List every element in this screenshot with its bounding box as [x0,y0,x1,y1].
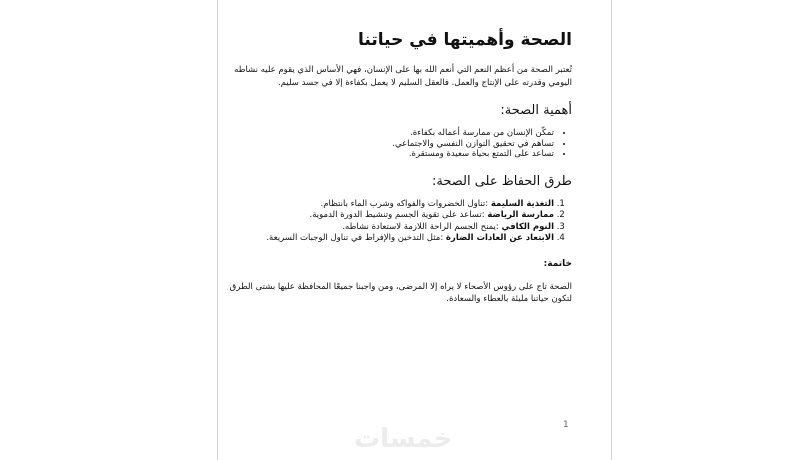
method-label: ممارسة الرياضة [487,210,554,220]
method-text: :تساعد على تقوية الجسم وتنشيط الدورة الدموية. [309,210,485,220]
document-title: الصحة وأهميتها في حياتنا [358,30,572,50]
list-item: • تساعد على التمتع بحياة سعيدة ومستقرة. [222,149,554,160]
watermark-logo: خمسات [354,424,453,454]
list-item [222,199,554,211]
method-label: النوم الكافي [501,221,554,232]
page-left-edge [217,0,218,460]
page-right-edge [611,0,612,460]
list-item: • تساهم في تحقيق التوازن النفسي والاجتماعي. [222,139,554,150]
importance-list [222,128,572,160]
method-text: :تناول الخضروات والفواكه وشرب الماء بانتظام. [320,198,489,209]
conclusion-paragraph: الصحة تاج على رؤوس الأصحاء لا يراه إلا المرضى، ومن واجبنا جميعًا المحافظة عليها بشتى الطرق لتكون حياتنا مليئة بالعطاء والسعادة. [229,281,572,304]
list-item [222,210,554,222]
method-text: :يمنح الجسم الراحة اللازمة لاستعادة نشاطه. [342,221,499,232]
method-label: الابتعاد عن العادات الضارة [445,233,554,243]
method-label: التغذية السليمة [490,198,554,209]
list-item: • تمكّن الإنسان من ممارسة أعماله بكفاءة. [222,128,554,139]
list-item [222,222,554,234]
method-text: :مثل التدخين والإفراط في تناول الوجبات السريعة. [266,233,444,243]
intro-paragraph: تُعتبر الصحة من أعظم النعم التي أنعم الله بها على الإنسان، فهي الأساس الذي يقوم عليه نشاطه اليومي وقدرته على الإنتاج والعمل. فالعقل السليم لا يعمل بكفاءة إلا في جسد سليم. [234,65,572,88]
conclusion-heading: خاتمة: [543,258,572,269]
methods-heading: طرق الحفاظ على الصحة: [431,173,572,189]
list-item [222,233,554,245]
document-page [222,22,572,305]
page-number: 1 [563,420,569,430]
importance-heading: أهمية الصحة: [500,103,572,118]
methods-list [222,199,572,245]
